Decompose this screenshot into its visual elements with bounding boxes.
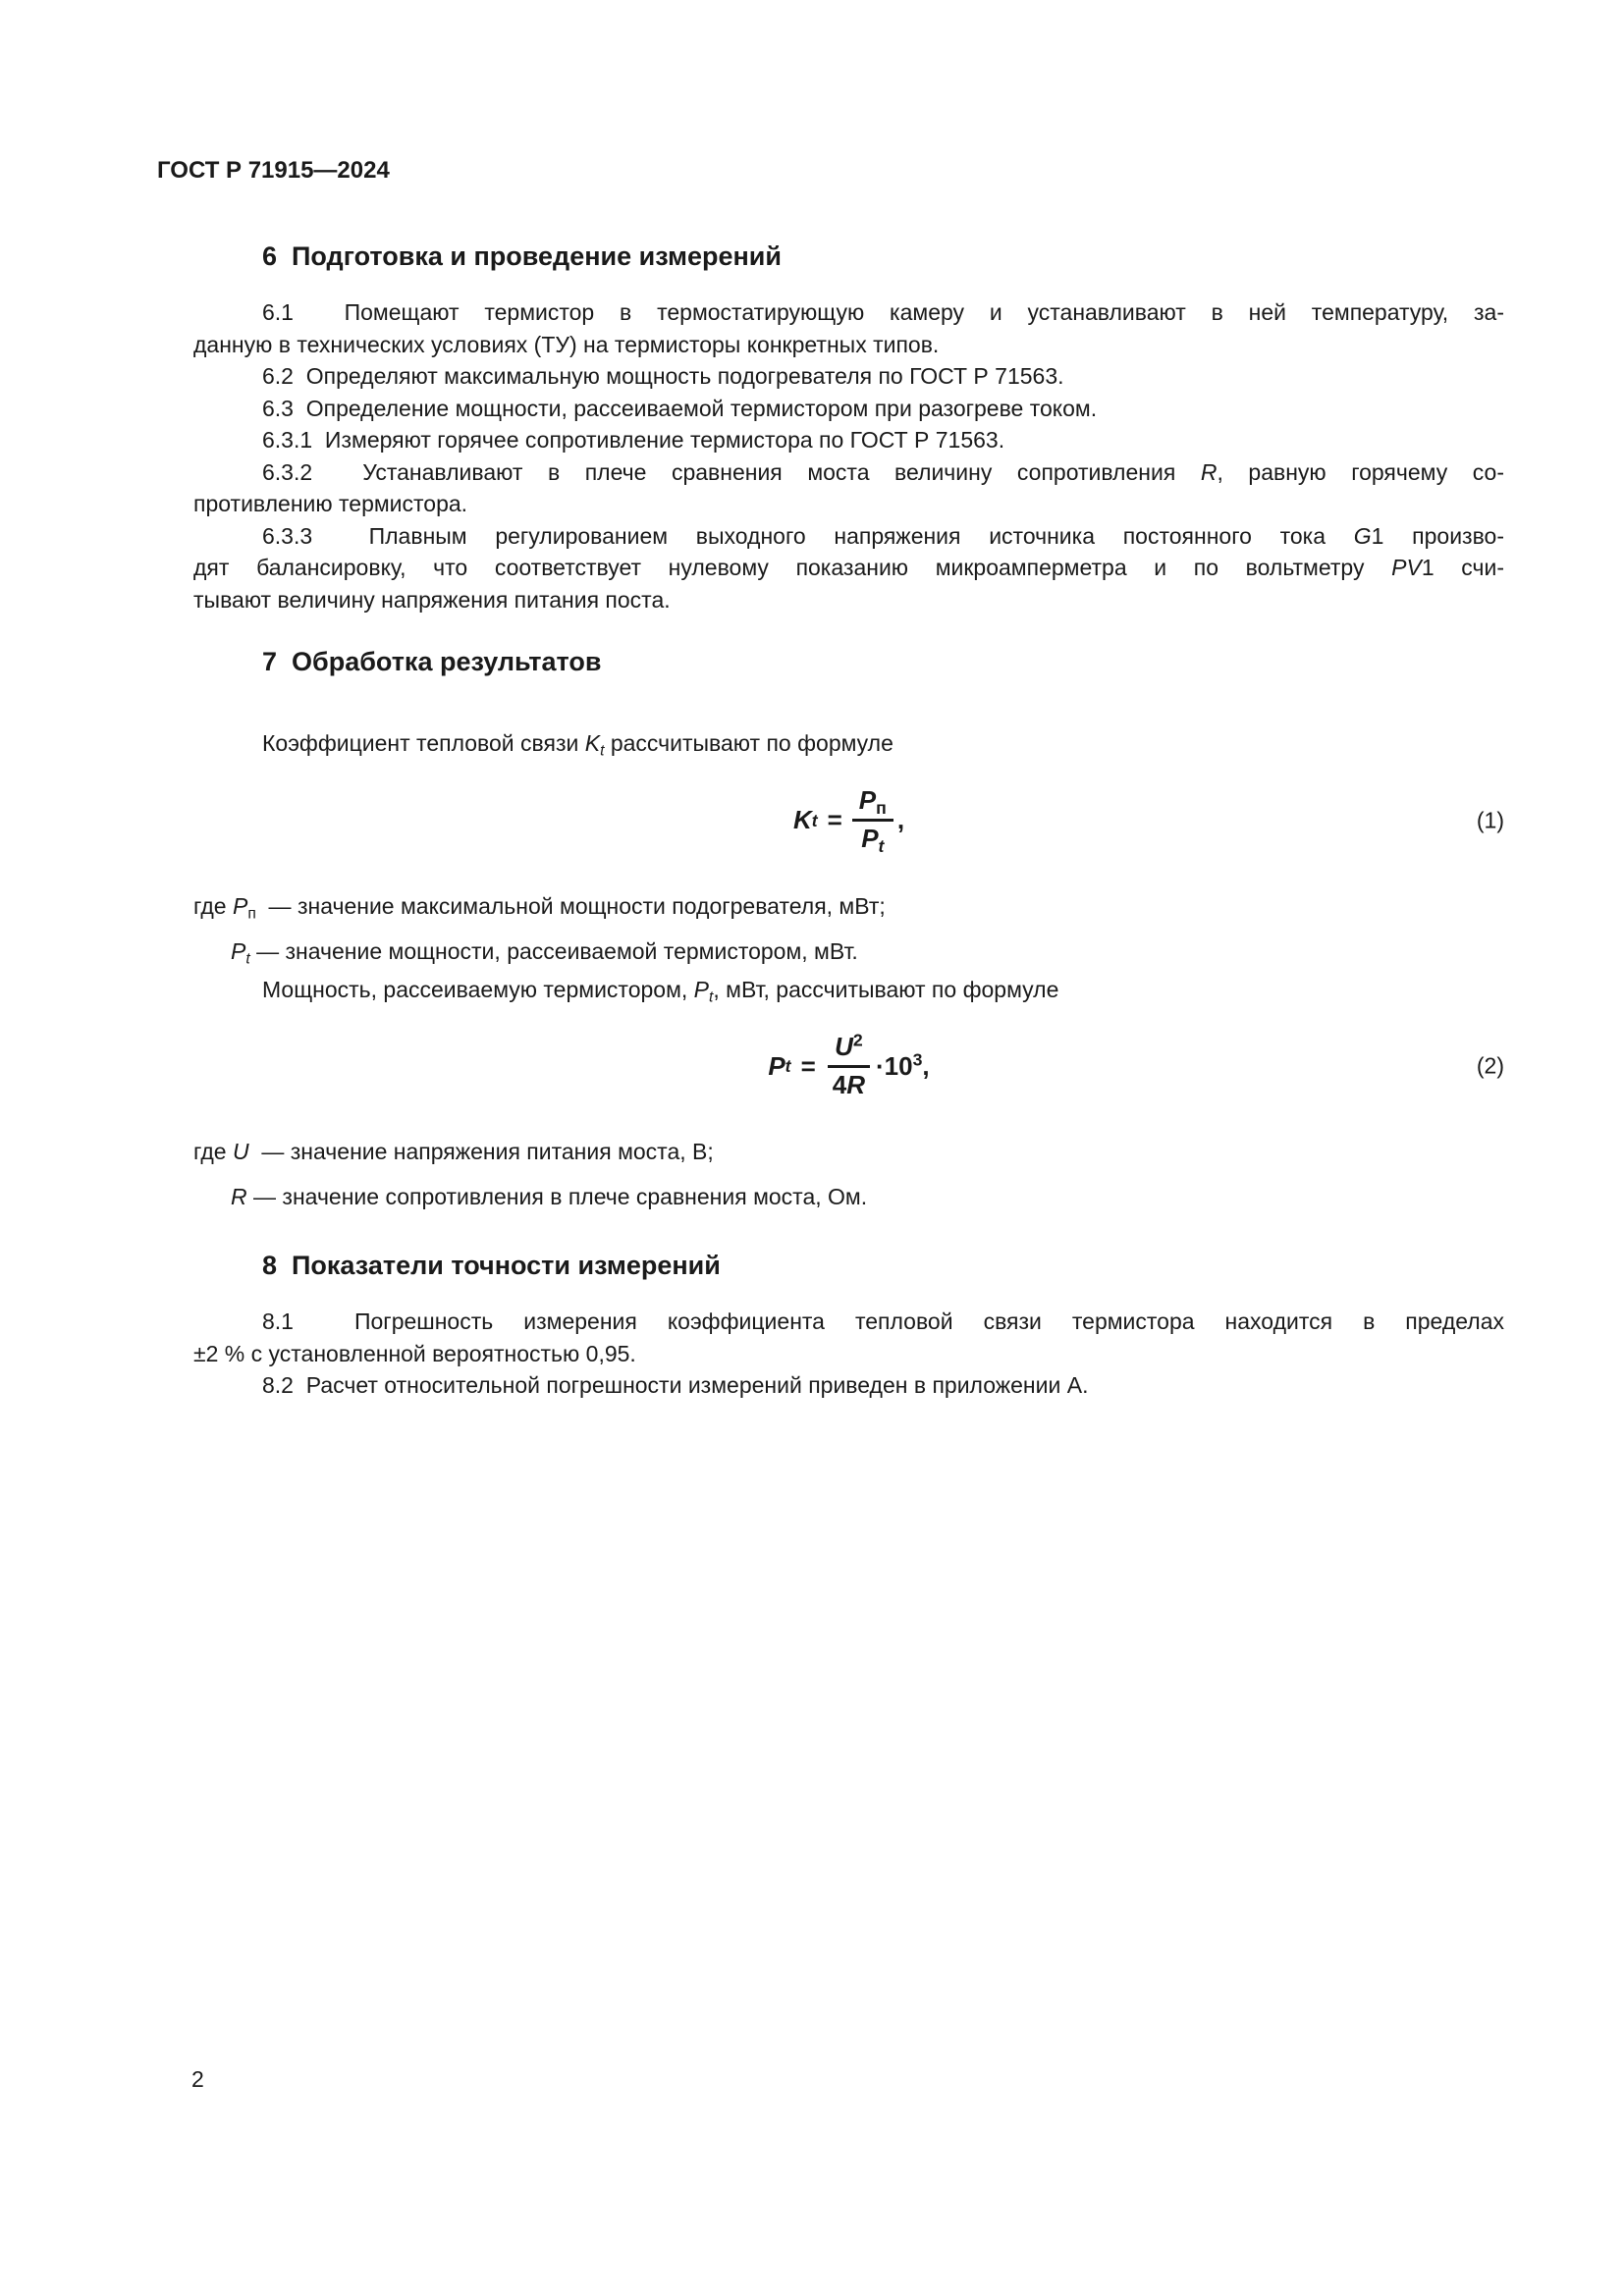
text-run: 6.3.2 Устанавливают в плече сравнения моста величину сопротивления (262, 458, 1201, 485)
formula-suffix (897, 805, 904, 835)
text-run: — значение напряжения питания моста, В; (248, 1139, 714, 1164)
paragraph (193, 727, 1504, 760)
text-run: рассчитывают по формуле (604, 730, 893, 756)
text-run: дят балансировку, что соответствует нулевому показанию микроамперметра и по вольтметру (193, 555, 1392, 580)
fraction-denominator (854, 822, 891, 854)
fraction (852, 786, 893, 854)
text-run: , равную горячему со- (1217, 458, 1504, 485)
paragraph (193, 456, 1504, 520)
text-line (193, 883, 1504, 929)
text-line (193, 552, 1504, 584)
text-line (193, 727, 1504, 760)
text-line (193, 520, 1504, 553)
text-line (193, 1338, 1504, 1370)
text-run: тывают величину напряжения питания поста. (193, 586, 671, 613)
text-run: 6.3.3 Плавным регулированием выходного напряжения источника постоянного тока (262, 522, 1354, 549)
math-symbol: P (231, 937, 246, 964)
paragraph (193, 1306, 1504, 1369)
text-run: 6.2 Определяют максимальную мощность подогревателя по ГОСТ Р 71563. (262, 363, 1064, 389)
text-run: 3 (912, 1048, 923, 1069)
math-symbol: U (835, 1031, 853, 1061)
text-line (193, 1174, 1504, 1219)
text-run: — значение мощности, рассеиваемой термистором, мВт. (249, 937, 858, 964)
text-line (193, 929, 1504, 974)
text-run: данную в технических условиях (ТУ) на термисторы конкретных типов. (193, 331, 940, 357)
math-symbol: R (1200, 458, 1218, 485)
document-content (193, 240, 1504, 1402)
text-run: противлению термистора. (193, 491, 468, 516)
paragraph (193, 520, 1504, 616)
text-line (193, 974, 1504, 1006)
paragraph (193, 393, 1504, 425)
text-run: 1 произво- (1371, 522, 1504, 549)
equals-sign: = (800, 1050, 816, 1081)
text-run: 2 (852, 1029, 863, 1049)
section-heading: 8 Показатели точности измерений (262, 1251, 721, 1280)
text-run: Мощность, рассеиваемую термистором, (262, 976, 694, 1002)
math-symbol: P (693, 976, 710, 1002)
text-run: п (247, 904, 256, 922)
section-heading: 7 Обработка результатов (262, 647, 602, 676)
text-line (193, 1129, 1504, 1174)
text-run: 6.3 Определение мощности, рассеиваемой термистором при разогреве током. (262, 395, 1098, 421)
page-number: 2 (191, 2066, 204, 2092)
fraction-denominator (826, 1068, 872, 1100)
text-run: , (896, 805, 905, 834)
math-symbol: t (878, 835, 885, 856)
text-line (193, 424, 1504, 456)
doc-header: ГОСТ Р 71915—2024 (157, 157, 390, 184)
text-line (193, 1369, 1504, 1402)
text-run: ·10 (876, 1050, 913, 1081)
math-symbol: P (768, 1050, 785, 1081)
formula-2: P t = $\frac{U^2}{4R}$ $\cdot 10^3$, (768, 1029, 930, 1099)
equals-sign: = (827, 805, 842, 834)
text-line (193, 488, 1504, 520)
math-symbol: P (858, 785, 877, 816)
text-run: — значение сопротивления в плече сравнения моста, Ом. (246, 1184, 868, 1209)
text-line (193, 584, 1504, 616)
text-run: 8.2 Расчет относительной погрешности измерений приведен в приложении А. (262, 1372, 1089, 1398)
text-line (193, 329, 1504, 361)
paragraph (193, 296, 1504, 360)
text-run: где (193, 892, 233, 919)
math-symbol: P (861, 824, 879, 853)
math-symbol: R (231, 1184, 247, 1209)
math-symbol: G (1353, 522, 1372, 549)
section-heading: 6 Подготовка и проведение измерений (262, 241, 782, 271)
text-run: 8.1 Погрешность измерения коэффициента тепловой связи термистора находится в пределах (262, 1308, 1504, 1334)
text-run: 6.1 Помещают термистор в термостатирующую камеру и устанавливают в ней температуру, за- (262, 299, 1504, 325)
math-symbol: P (232, 892, 248, 919)
text-line (193, 360, 1504, 393)
formula-row-1 (193, 772, 1504, 870)
math-symbol: t (245, 949, 250, 967)
definition-list (193, 883, 1504, 974)
text-line (193, 1306, 1504, 1338)
math-symbol: t (709, 988, 714, 1005)
math-symbol: K (584, 730, 601, 756)
paragraph (193, 360, 1504, 393)
text-run: — значение максимальной мощности подогревателя, мВт; (255, 892, 886, 919)
formula-suffix (876, 1048, 930, 1082)
text-run: 6.3.1 Измеряют горячее сопротивление термистора по ГОСТ Р 71563. (262, 427, 1005, 453)
definition-list (193, 1129, 1504, 1219)
text-line (193, 393, 1504, 425)
math-symbol: K (792, 805, 812, 834)
formula-1: K t = $\frac{P_п}{P_t}$ , (792, 785, 905, 856)
paragraph (193, 1369, 1504, 1402)
math-symbol: U (232, 1139, 249, 1164)
math-symbol: PV (1391, 555, 1422, 580)
text-run: где (193, 1139, 233, 1164)
equation-number: (1) (1476, 807, 1504, 832)
paragraph (193, 974, 1504, 1006)
text-run: Коэффициент тепловой связи (262, 730, 585, 756)
fraction (826, 1029, 872, 1100)
text-run: 1 счи- (1421, 555, 1504, 580)
equation-number: (2) (1476, 1052, 1504, 1079)
fraction-numerator (852, 786, 893, 822)
text-line (193, 296, 1504, 329)
paragraph (193, 424, 1504, 456)
fraction-numerator (828, 1029, 870, 1068)
formula-row-2 (193, 1017, 1504, 1115)
text-line (193, 456, 1504, 489)
text-run: , (922, 1050, 930, 1081)
text-run: 4 (832, 1069, 847, 1099)
math-symbol: R (846, 1069, 865, 1099)
math-symbol: t (600, 742, 605, 760)
text-run: п (876, 798, 887, 819)
text-run: ±2 % с установленной вероятностью 0,95. (193, 1340, 636, 1366)
text-run: , мВт, рассчитывают по формуле (713, 976, 1059, 1002)
